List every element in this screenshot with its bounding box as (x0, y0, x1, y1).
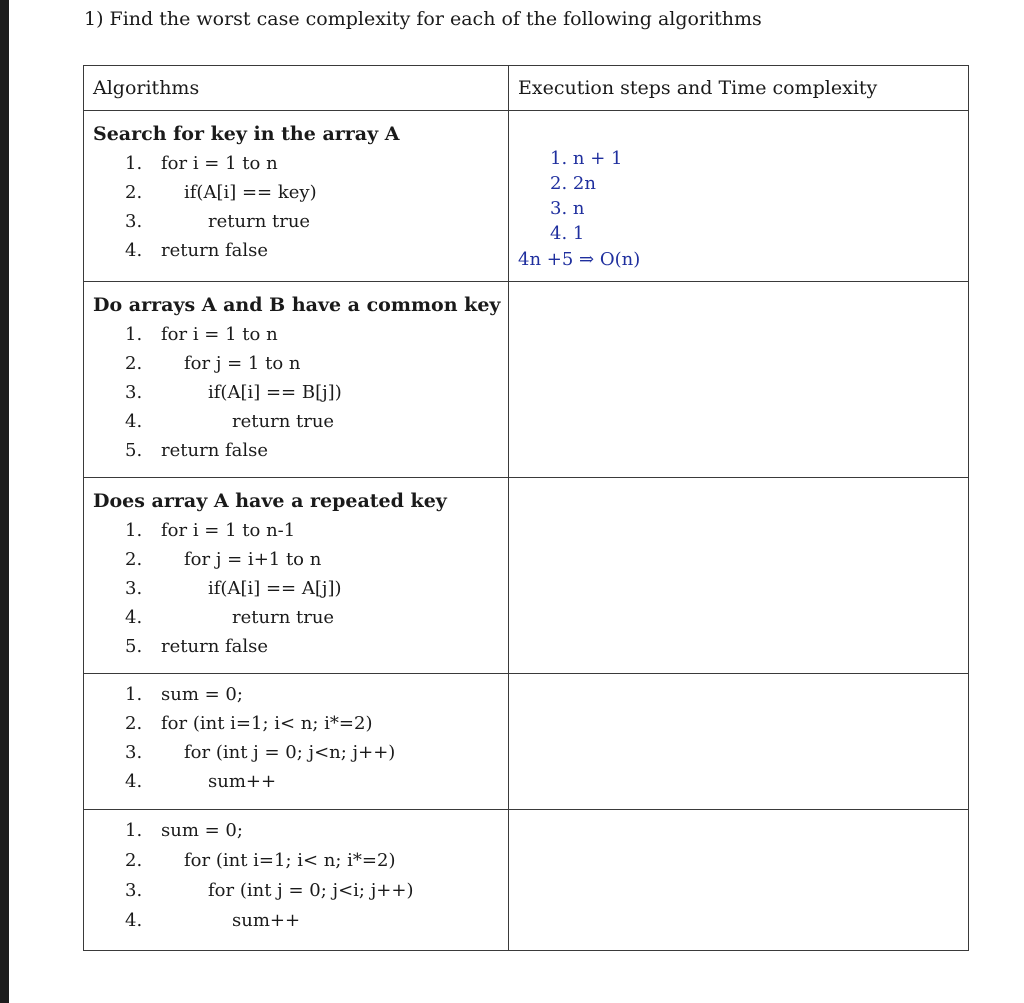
algorithm-cell-common-key: Do arrays A and B have a common key 1. for i = 1 to n 2. for j = 1 to n 3. if(A[i] == B[j]) 4. return true 5. return false (84, 282, 509, 478)
complexity-table (83, 65, 969, 951)
header-algorithms: Algorithms (84, 66, 509, 111)
algorithm-cell-nested-loop-2: 1. sum = 0; 2. for (int i=1; i< n; i*=2) 3. for (int j = 0; j<i; j++) 4. sum++ (84, 810, 509, 951)
table-row (84, 478, 969, 674)
left-edge-bar (0, 0, 9, 1003)
algorithm-title: Do arrays A and B have a common key (93, 294, 501, 316)
answer-cell-common-key[interactable] (509, 282, 969, 478)
answer-step: 4. 1 (550, 223, 585, 244)
header-execution: Execution steps and Time complexity (509, 66, 969, 111)
algorithm-cell-search-key: Search for key in the array A 1. for i = 1 to n 2. if(A[i] == key) 3. return true 4. return false (84, 111, 509, 282)
algorithm-cell-repeated-key: Does array A have a repeated key 1. for i = 1 to n-1 2. for j = i+1 to n 3. if(A[i] == A[j]) 4. return true 5. return false (84, 478, 509, 674)
answer-step: 2. 2n (550, 173, 596, 194)
algorithm-title: Does array A have a repeated key (93, 490, 447, 512)
table-row (84, 674, 969, 810)
answer-step: 1. n + 1 (550, 148, 623, 169)
answer-cell-search-key (509, 111, 969, 282)
table-row (84, 111, 969, 282)
table-header-row (84, 66, 969, 111)
question-heading: 1) Find the worst case complexity for each of the following algorithms (84, 8, 762, 30)
answer-cell-nested-loop-2[interactable] (509, 810, 969, 951)
table-row (84, 282, 969, 478)
answer-step: 3. n (550, 198, 585, 219)
algorithm-cell-nested-loop-1: 1. sum = 0; 2. for (int i=1; i< n; i*=2) 3. for (int j = 0; j<n; j++) 4. sum++ (84, 674, 509, 810)
answer-cell-repeated-key[interactable] (509, 478, 969, 674)
answer-total: 4n +5 ⇒ O(n) (518, 249, 641, 270)
answer-cell-nested-loop-1[interactable] (509, 674, 969, 810)
table-row (84, 810, 969, 951)
algorithm-title: Search for key in the array A (93, 123, 400, 145)
